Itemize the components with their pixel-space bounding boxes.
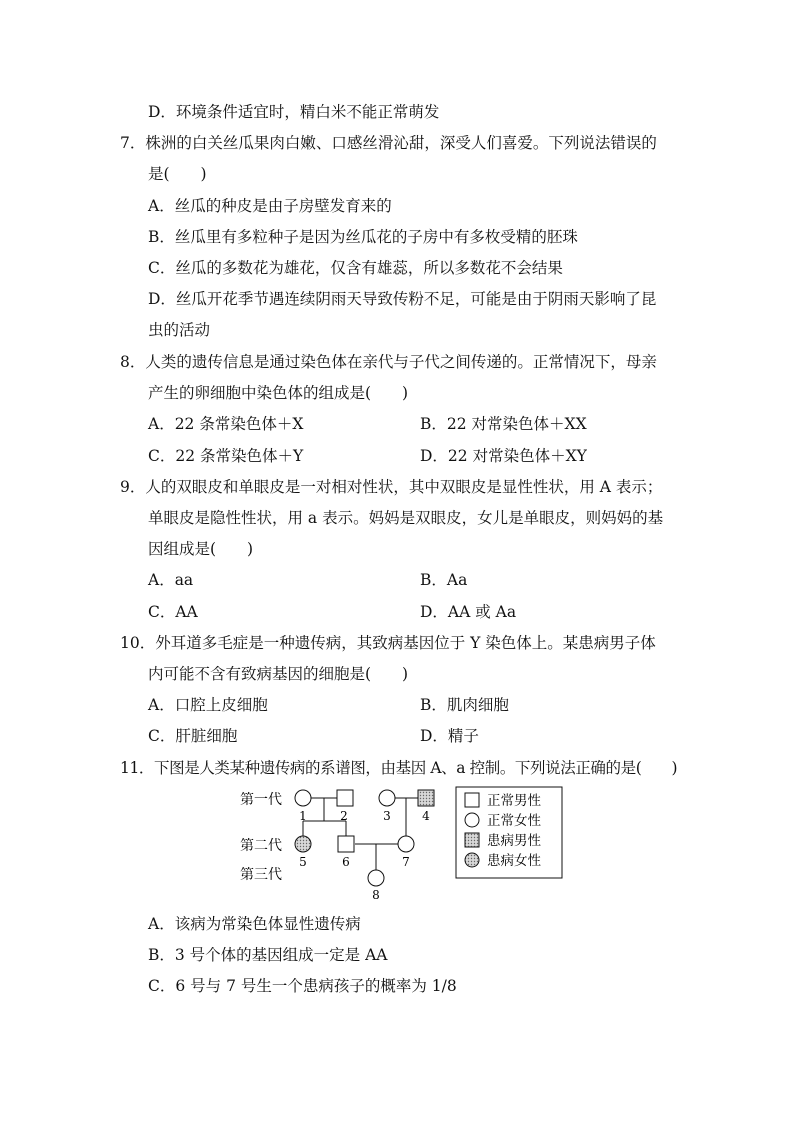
q11-option-a: A．该病为常染色体显性遗传病 (148, 915, 361, 933)
q9-stem-line3: 因组成是( ) (148, 540, 254, 558)
legend-normal-male-label: 正常男性 (487, 793, 541, 809)
id-6: 6 (342, 855, 350, 869)
generation-2-label: 第二代 (240, 838, 282, 854)
q10-stem-line1: 10．外耳道多毛症是一种遗传病，其致病基因位于 Y 染色体上。某患病男子体 (120, 634, 656, 652)
q11-stem: 11．下图是人类某种遗传病的系谱图，由基因 A、a 控制。下列说法正确的是( ) (120, 759, 678, 777)
q9-option-d: D．AA 或 Aa (420, 603, 517, 621)
q9-option-a: A．aa (148, 571, 194, 589)
legend-normal-female-symbol (465, 813, 479, 827)
q8-stem-line1: 8．人类的遗传信息是通过染色体在亲代与子代之间传递的。正常情况下，母亲 (120, 353, 657, 371)
id-3: 3 (383, 809, 391, 823)
q9-stem-line1: 9．人的双眼皮和单眼皮是一对相对性状，其中双眼皮是显性性状，用 A 表示； (120, 478, 663, 496)
id-4: 4 (422, 809, 430, 823)
individual-1-normal-female (295, 790, 311, 806)
legend-affected-male-label: 患病男性 (487, 833, 541, 849)
legend-affected-female-label: 患病女性 (487, 853, 541, 869)
legend-normal-male-symbol (465, 793, 479, 807)
q7-option-c: C．丝瓜的多数花为雄花，仅含有雄蕊，所以多数花不会结果 (148, 259, 563, 277)
generation-3-label: 第三代 (240, 867, 282, 883)
id-2: 2 (340, 809, 348, 823)
pedigree-lines (303, 798, 418, 870)
q7-option-b: B．丝瓜里有多粒种子是因为丝瓜花的子房中有多枚受精的胚珠 (148, 228, 578, 246)
id-1: 1 (299, 809, 307, 823)
id-8: 8 (372, 888, 380, 900)
individual-7-normal-female (398, 836, 414, 852)
q8-option-a: A．22 条常染色体＋X (148, 415, 304, 433)
individual-5-affected-female (295, 836, 311, 852)
legend-normal-female-label: 正常女性 (487, 813, 541, 829)
id-7: 7 (402, 855, 410, 869)
generation-1-label: 第一代 (240, 792, 282, 808)
q7-option-d-line2: 虫的活动 (148, 321, 211, 339)
q11-option-c: C．6 号与 7 号生一个患病孩子的概率为 1/8 (148, 977, 457, 995)
q11-option-b: B．3 号个体的基因组成一定是 AA (148, 946, 388, 964)
q10-option-d: D．精子 (420, 727, 479, 745)
id-5: 5 (299, 855, 307, 869)
individual-3-normal-female (379, 790, 395, 806)
q8-stem-line2: 产生的卵细胞中染色体的组成是( ) (148, 384, 409, 402)
q10-option-b: B．肌肉细胞 (420, 696, 509, 714)
q7-stem-line1: 7．株洲的白关丝瓜果肉白嫩、口感丝滑沁甜，深受人们喜爱。下列说法错误的 (120, 134, 657, 152)
q9-stem-line2: 单眼皮是隐性性状，用 a 表示。妈妈是双眼皮，女儿是单眼皮，则妈妈的基 (148, 509, 664, 527)
q10-option-a: A．口腔上皮细胞 (148, 696, 268, 714)
q10-stem-line2: 内可能不含有致病基因的细胞是( ) (148, 665, 409, 683)
q9-option-b: B．Aa (420, 571, 468, 589)
individual-8-normal-female (368, 870, 384, 886)
individual-2-normal-male (337, 790, 353, 806)
pedigree-diagram (236, 782, 566, 900)
q7-stem-line2: 是( ) (148, 165, 207, 183)
q8-option-b: B．22 对常染色体＋XX (420, 415, 587, 433)
q8-option-c: C．22 条常染色体＋Y (148, 447, 304, 465)
individual-4-affected-male (418, 790, 434, 806)
q7-option-d-line1: D．丝瓜开花季节遇连续阴雨天导致传粉不足，可能是由于阴雨天影响了昆 (148, 290, 657, 308)
q6-option-d: D．环境条件适宜时，精白米不能正常萌发 (148, 103, 440, 121)
legend-affected-male-symbol (465, 833, 479, 847)
q9-option-c: C．AA (148, 603, 198, 621)
legend-affected-female-symbol (465, 853, 479, 867)
q10-option-c: C．肝脏细胞 (148, 727, 238, 745)
q7-option-a: A．丝瓜的种皮是由子房壁发育来的 (148, 197, 392, 215)
q8-option-d: D．22 对常染色体＋XY (420, 447, 587, 465)
individual-6-normal-male (338, 836, 354, 852)
